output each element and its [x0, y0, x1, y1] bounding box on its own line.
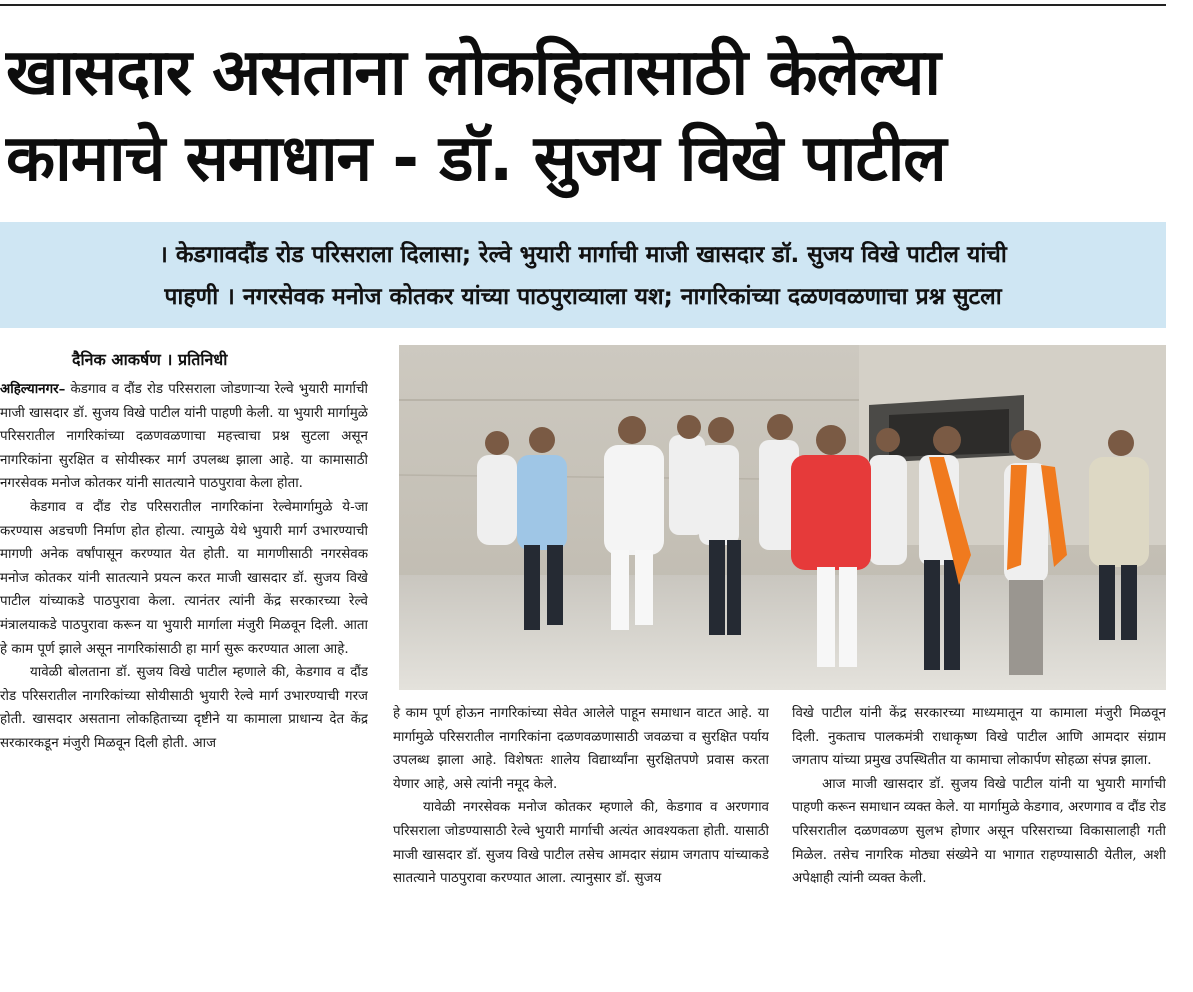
top-rule [0, 4, 1166, 6]
article-column-3 [792, 702, 1166, 978]
subheadline-line-2: पाहणी । नगरसेवक मनोज कोतकर यांच्या पाठपुराव्याला यश; नागरिकांच्या दळणवळणाचा प्रश्न सुटला [164, 284, 1002, 310]
headline [6, 30, 1166, 202]
article-column-1 [0, 378, 368, 978]
article-paragraph: आज माजी खासदार डॉ. सुजय विखे पाटील यांनी या भुयारी मार्गाची पाहणी करून समाधान व्यक्त केले. या मार्गामुळे केडगाव, अरणगाव व दौंड रोड परिसरातील दळणवळण सुलभ होणार असून परिसराच्या विकासालाही गती मिळेल. तसेच नागरिक मोठ्या संख्येने या भागात राहण्यासाठी येतील, अशी अपेक्षाही त्यांनी व्यक्त केली. [792, 776, 1166, 887]
subheadline-line-1: । केडगावदौंड रोड परिसराला दिलासा; रेल्वे भुयारी मार्गाची माजी खासदार डॉ. सुजय विखे पाटील यांची [159, 242, 1007, 268]
news-photo [399, 345, 1166, 690]
article-paragraph: केडगाव व दौंड रोड परिसरातील नागरिकांना रेल्वेमार्गामुळे ये-जा करण्यास अडचणी निर्माण होत होत्या. त्यामुळे येथे भुयारी मार्ग उभारण्याची मागणी अनेक वर्षांपासून करण्यात येत होती. या मागणीसाठी नगरसेवक मनोज कोतकर यांनी सातत्याने प्रयत्न करत माजी खासदार डॉ. सुजय विखे पाटील यांच्याकडे पाठपुरावा केला. त्यानंतर त्यांनी केंद्र सरकारच्या रेल्वे मंत्रालयाकडे पाठपुरावा करून या भुयारी मार्गाला मंजुरी मिळवून दिली. आता हे काम पूर्ण झाले असून नागरिकांसाठी हा मार्ग सुरू करण्यात आला आहे. [0, 499, 368, 657]
article-paragraph [0, 378, 368, 496]
subheadline-band [0, 222, 1166, 328]
dateline: अहिल्यानगर– [0, 381, 66, 397]
article-paragraph: यावेळी नगरसेवक मनोज कोतकर म्हणाले की, केडगाव व अरणगाव परिसराला जोडण्यासाठी रेल्वे भुयारी मार्गाची अत्यंत आवश्यकता होती. यासाठी माजी खासदार डॉ. सुजय विखे पाटील तसेच आमदार संग्राम जगताप यांच्याकडे सातत्याने पाठपुरावा करण्यात आला. त्यानुसार डॉ. सुजय [393, 800, 769, 887]
article-paragraph-text: केडगाव व दौंड रोड परिसराला जोडणाऱ्या रेल्वे भुयारी मार्गाची माजी खासदार डॉ. सुजय विखे पाटील यांनी पाहणी केली. या भुयारी मार्गामुळे परिसरातील नागरिकांच्या दळणवळणाचा महत्त्वाचा प्रश्न सुटला असून नागरिकांना सुरक्षित व सोयीस्कर मार्ग उपलब्ध झाला आहे. या कामासाठी नगरसेवक मनोज कोतकर यांनी सातत्याने पाठपुरावा केला होता. [0, 382, 368, 492]
group-walking-through-underpass-photo [399, 345, 1166, 690]
article-paragraph: हे काम पूर्ण होऊन नागरिकांच्या सेवेत आलेले पाहून समाधान वाटत आहे. या मार्गामुळे परिसरातील नागरिकांना दळणवळणासाठी जवळचा व सुरक्षित पर्याय उपलब्ध झाला आहे. विशेषतः शालेय विद्यार्थ्यांना सुरक्षितपणे प्रवास करता येणार आहे, असे त्यांनी नमूद केले. [393, 706, 769, 792]
article-paragraph: यावेळी बोलताना डॉ. सुजय विखे पाटील म्हणाले की, केडगाव व दौंड रोड परिसरातील नागरिकांच्या सोयीसाठी भुयारी रेल्वे मार्ग उभारण्याची गरज होती. खासदार असताना लोकहिताच्या दृष्टीने या कामाला प्राधान्य देत केंद्र सरकारकडून मंजुरी मिळवून दिली होती. आज [0, 665, 368, 751]
article-paragraph: विखे पाटील यांनी केंद्र सरकारच्या माध्यमातून या कामाला मंजुरी मिळवून दिली. नुकताच पालकमंत्री राधाकृष्ण विखे पाटील आणि आमदार संग्राम जगताप यांच्या प्रमुख उपस्थितीत या कामाचा लोकार्पण सोहळा संपन्न झाला. [792, 706, 1166, 769]
byline: दैनिक आकर्षण । प्रतिनिधी [72, 350, 228, 369]
headline-line-1: खासदार असताना लोकहितासाठी केलेल्या [6, 36, 940, 110]
article-column-2 [393, 702, 769, 978]
headline-line-2: कामाचे समाधान - डॉ. सुजय विखे पाटील [6, 122, 946, 196]
